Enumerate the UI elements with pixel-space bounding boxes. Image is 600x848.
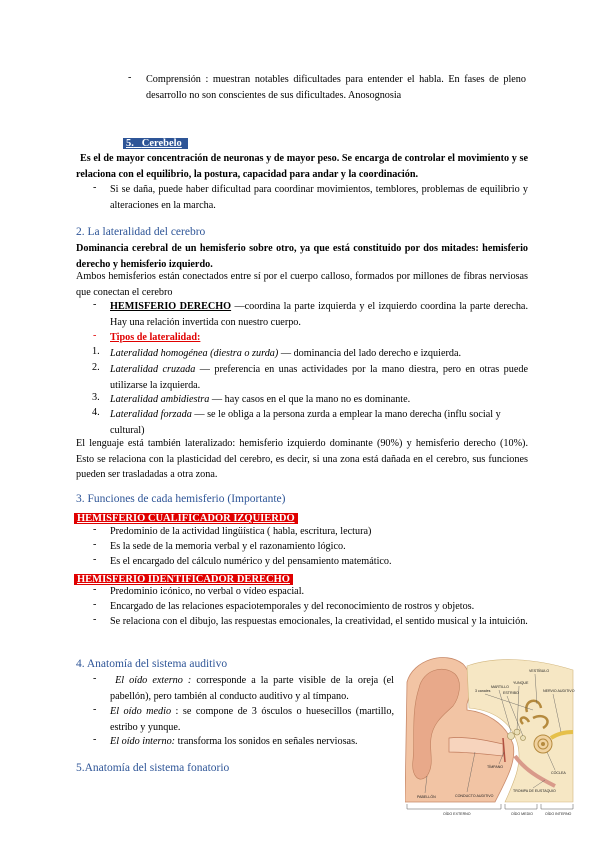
oido-externo-text: corresponde a la parte visible de la oreja (el pabellón), pero también al conducto auditivo y al tímpano. xyxy=(110,675,394,702)
oido-interno-text: transforma los sonidos en señales nerviosas. xyxy=(175,736,358,747)
oido-externo-term: El oído externo : xyxy=(115,675,192,686)
list-number: 3. xyxy=(92,392,100,403)
tipo-term: Lateralidad ambidiestra xyxy=(110,394,210,405)
hemisferio-derecho-item: Se relaciona con el dibujo, las respuestas emocionales, la creatividad, el sentido musical y la intuición. xyxy=(110,616,528,627)
ear-anatomy-illustration xyxy=(405,652,575,820)
cerebelo-number: 5. xyxy=(126,138,134,149)
hemisferio-derecho-funciones-label: HEMISFERIO IDENTIFICADOR DERECHO xyxy=(74,574,293,585)
hemisferio-izquierdo-item: Predominio de la actividad lingüística ( habla, escritura, lectura) xyxy=(110,526,372,537)
label-martillo: MARTILLO xyxy=(491,685,509,689)
oido-interno-item xyxy=(110,734,400,750)
oido-externo-item xyxy=(110,673,394,704)
hemisferio-derecho-bullet xyxy=(110,299,528,330)
tipo-text: — preferencia en unas actividades por la mano diestra, pero en otras puede utilizarse la izquierda. xyxy=(110,364,528,391)
tipo-lateralidad-item xyxy=(110,407,530,438)
label-timpano: TÍMPANO xyxy=(487,765,504,769)
bullet-dash: - xyxy=(93,554,97,565)
bullet-dash: - xyxy=(128,72,132,83)
list-number: 2. xyxy=(92,362,100,373)
bullet-dash: - xyxy=(93,734,97,745)
comprension-text: : muestran notables dificultades para entender el habla. En fases de pleno desarrollo no son conscientes de sus dificultades. Anosognosia xyxy=(146,74,526,101)
tipo-term: Lateralidad forzada xyxy=(110,409,192,420)
label-vestibulo: VESTÍBULO xyxy=(529,669,550,673)
label-oido-externo: OÍDO EXTERNO xyxy=(443,812,471,816)
bullet-dash: - xyxy=(93,673,97,684)
ossicle-martillo xyxy=(508,733,515,740)
tipo-lateralidad-item xyxy=(110,392,528,408)
hemisferio-derecho-label: HEMISFERIO DERECHO xyxy=(110,301,232,312)
label-conducto: CONDUCTO AUDITIVO xyxy=(455,794,494,798)
label-estribo: ESTRIBO xyxy=(503,691,519,695)
tipo-text: — se le obliga a la persona zurda a emplear la mano derecha (influ social y cultural) xyxy=(110,409,501,436)
oido-medio-text: : se compone de 3 ósculos o huesecillos (martillo, estribo y yunque. xyxy=(110,706,394,733)
lateralidad-heading: 2. La lateralidad del cerebro xyxy=(76,226,206,238)
cerebelo-bullet: Si se daña, puede haber dificultad para coordinar movimientos, temblores, problemas de equilibrio y alteraciones en la marcha. xyxy=(110,184,528,211)
tipo-term: Lateralidad homogénea (diestra o zurda) xyxy=(110,348,279,359)
label-nervio: NERVIO AUDITIVO xyxy=(543,689,575,693)
label-oido-medio: OÍDO MEDIO xyxy=(511,812,533,816)
label-coclea: CÓCLEA xyxy=(551,771,566,775)
tipo-lateralidad-item xyxy=(110,346,528,362)
bullet-dash: - xyxy=(93,704,97,715)
tipo-text: — dominancia del lado derecho e izquierda. xyxy=(278,348,462,359)
bullet-dash: - xyxy=(93,330,97,341)
tipo-text: — hay casos en el que la mano no es dominante. xyxy=(209,394,411,405)
list-number: 1. xyxy=(92,346,100,357)
auditivo-heading: 4. Anatomía del sistema auditivo xyxy=(76,658,228,670)
lateralidad-definition: Dominancia cerebral de un hemisferio sobre otro, ya que está constituido por dos mitades: hemisferio derecho y hemisferio izquierdo. xyxy=(76,243,528,270)
cerebelo-definition: Es el de mayor concentración de neuronas y de mayor peso. Se encarga de controlar el movimiento y se relaciona con el equilibrio, la postura, capacidad para andar y la coordinación. xyxy=(76,153,528,180)
fonatorio-heading: 5.Anatomía del sistema fonatorio xyxy=(76,762,230,774)
tipos-lateralidad-label: Tipos de lateralidad: xyxy=(110,332,201,343)
bullet-dash: - xyxy=(93,524,97,535)
label-pabellon: PABELLÓN xyxy=(417,795,436,799)
lateralidad-closing: El lenguaje está también lateralizado: hemisferio izquierdo dominante (90%) y hemisferio derecho (10%). Esto se relaciona con la plasticidad del cerebro, es decir, si una zona está dañada en el cerebro, sus funciones pueden ser trasladadas a otra zona. xyxy=(76,438,528,480)
bullet-dash: - xyxy=(93,614,97,625)
cerebelo-title: Cerebelo xyxy=(141,138,182,149)
comprension-bullet xyxy=(146,72,526,103)
label-canales: 3 canales xyxy=(475,689,491,693)
label-trompa: TROMPA DE EUSTAQUIO xyxy=(513,789,556,793)
label-yunque: YUNQUE xyxy=(513,681,529,685)
hemisferio-derecho-item: Predominio icónico, no verbal o vídeo espacial. xyxy=(110,586,305,597)
hemisferio-izquierdo-item: Es la sede de la memoria verbal y el razonamiento lógico. xyxy=(110,541,346,552)
tipo-term: Lateralidad cruzada xyxy=(110,364,196,375)
comprension-label: Comprensión xyxy=(146,74,201,85)
ossicle-estribo xyxy=(521,736,526,741)
tipo-lateralidad-item xyxy=(110,362,528,393)
cerebelo-heading xyxy=(123,133,188,151)
hemisferio-derecho-item: Encargado de las relaciones espaciotemporales y del reconocimiento de rostros y objetos. xyxy=(110,601,475,612)
bullet-dash: - xyxy=(93,182,97,193)
hemisferio-izquierdo-label: HEMISFERIO CUALIFICADOR IZQUIERDO xyxy=(74,513,298,524)
oido-medio-term: El oído medio xyxy=(110,706,172,717)
oido-interno-term: El oído interno: xyxy=(110,736,176,747)
bullet-dash: - xyxy=(93,539,97,550)
hemisferio-derecho-text: —coordina la parte izquierda y el izquierdo coordina la parte derecha. Hay una relación invertida con nuestro cuerpo. xyxy=(110,301,528,328)
funciones-heading: 3. Funciones de cada hemisferio (Importante) xyxy=(76,493,286,505)
bullet-dash: - xyxy=(93,599,97,610)
oido-medio-item xyxy=(110,704,394,735)
bullet-dash: - xyxy=(93,299,97,310)
hemisferio-izquierdo-item: Es el encargado del cálculo numérico y del pensamiento matemático. xyxy=(110,556,392,567)
lateralidad-paragraph: Ambos hemisferios están conectados entre sí por el cuerpo calloso, formados por millones de fibras nerviosas que conectan el cerebro xyxy=(76,271,528,298)
list-number: 4. xyxy=(92,407,100,418)
bullet-dash: - xyxy=(93,584,97,595)
label-oido-interno: OÍDO INTERNO xyxy=(545,812,572,816)
